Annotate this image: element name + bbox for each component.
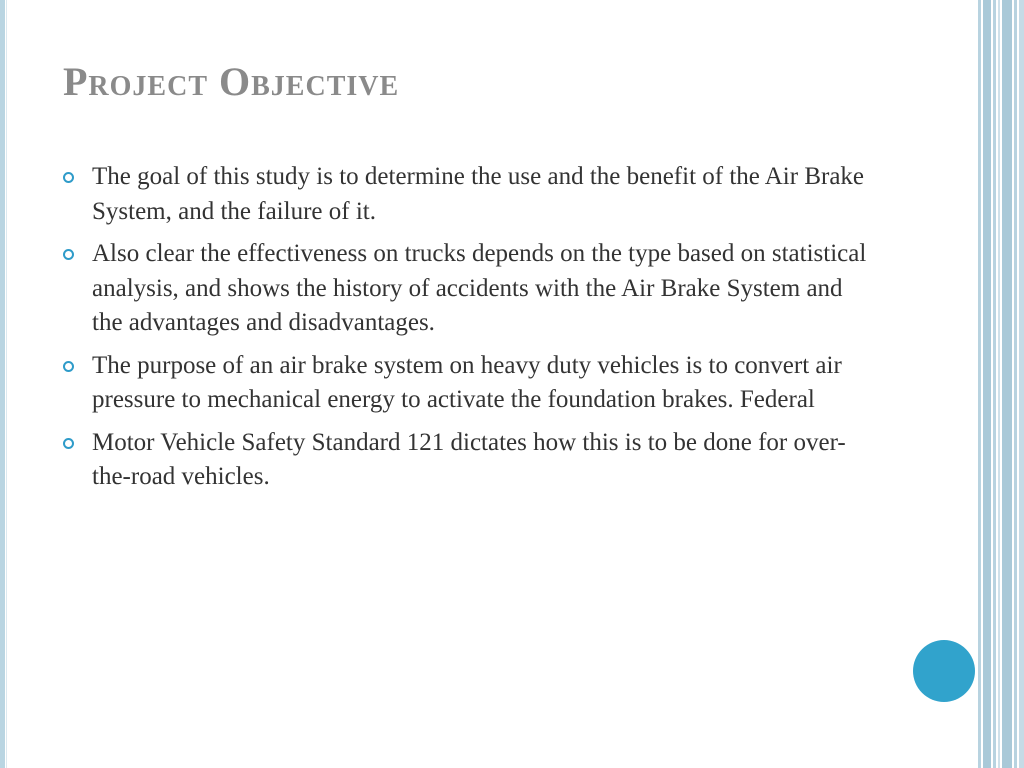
bullet-item — [62, 426, 872, 495]
bullet-list — [62, 160, 872, 503]
slide-title: Project Objective — [63, 59, 400, 104]
left-border — [0, 0, 5, 768]
decorative-circle-icon — [913, 640, 975, 702]
stripe — [998, 0, 1000, 768]
right-decorative-stripes — [978, 0, 1024, 768]
stripe — [978, 0, 981, 768]
bullet-circle-icon — [63, 172, 74, 183]
left-border-line — [6, 0, 7, 768]
bullet-circle-icon — [63, 438, 74, 449]
stripe — [1002, 0, 1012, 768]
stripe — [993, 0, 996, 768]
stripe — [1014, 0, 1017, 768]
bullet-item — [62, 349, 872, 418]
bullet-item — [62, 160, 872, 229]
bullet-circle-icon — [63, 249, 74, 260]
stripe — [1019, 0, 1024, 768]
bullet-text: The purpose of an air brake system on heavy duty vehicles is to convert air pressure to mechanical energy to activate the foundation brakes. Federal — [92, 351, 842, 413]
bullet-circle-icon — [63, 361, 74, 372]
bullet-text: Motor Vehicle Safety Standard 121 dictates how this is to be done for over-the-road vehicles. — [92, 428, 846, 490]
bullet-text: Also clear the effectiveness on trucks depends on the type based on statistical analysis, and shows the history of accidents with the Air Brake System and the advantages and disadvantages. — [92, 240, 867, 336]
bullet-item — [62, 237, 872, 341]
stripe — [983, 0, 991, 768]
bullet-text: The goal of this study is to determine the use and the benefit of the Air Brake System, and the failure of it. — [92, 163, 865, 225]
